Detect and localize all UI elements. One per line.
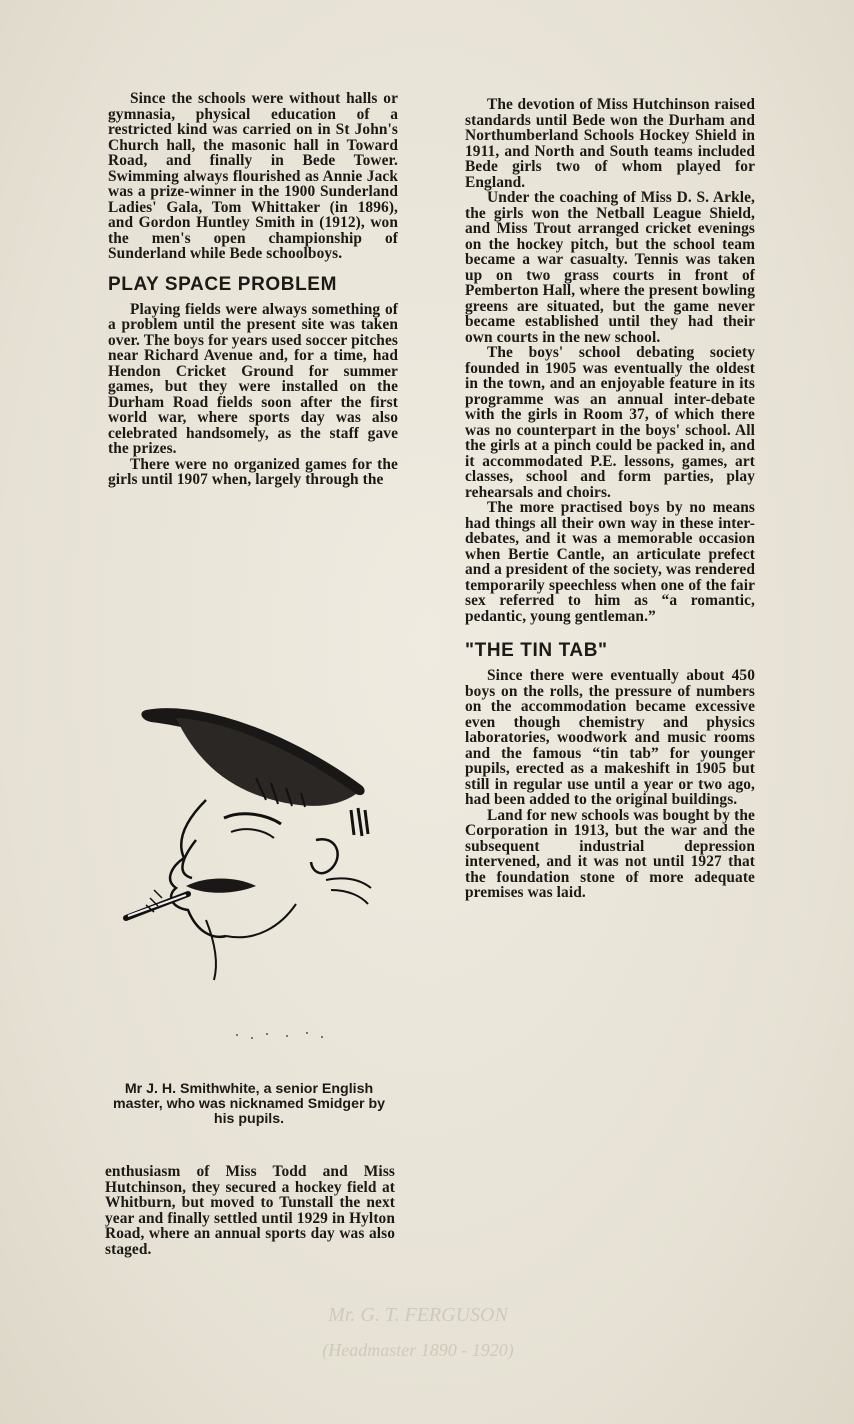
heading-tin-tab: "THE TIN TAB" [465,640,608,661]
right-column [465,97,755,901]
paragraph-hockey-field: enthusiasm of Miss Todd and Miss Hutchinson, they secured a hockey field at Whitburn, but moved to Tunstall the next year and finally settled until 1929 in Hylton Road, where an annual sports day was also staged. [105,1163,395,1258]
show-through-dates: (Headmaster 1890 - 1920) [322,1340,514,1360]
show-through-name: Mr. G. T. FERGUSON [328,1304,508,1326]
left-column [108,91,398,488]
heading-play-space-problem: PLAY SPACE PROBLEM [108,273,337,295]
paragraph-inter-debates: The more practised boys by no means had things all their own way in these inter-debates, and it was a memorable occasion when Bertie Cantle, an articulate prefect and a president of the society, was rendered temporarily speechless when one of the fair sex referred to him as “a romantic, pedantic, young gentleman.” [465,499,755,625]
paragraph-accommodation: Since there were eventually about 450 boys on the rolls, the pressure of numbers on the accommodation became excessive even though chemistry and physics laboratories, woodwork and music rooms and the famous “tin tab” for younger pupils, erected as a makeshift in 1905 but still in regular use until a year or two ago, had been added to the original buildings. [465,667,755,808]
paragraph-girls-games: There were no organized games for the girls until 1907 when, largely through the [108,455,398,488]
illustration-caption: Mr J. H. Smithwhite, a senior English master, who was nicknamed Smidger by his pupils. [112,1081,386,1127]
paragraph-debating-society: The boys' school debating society founded in 1905 was eventually the oldest in the town, and an enjoyable feature in its programme was an annual inter-debate with the girls in Room 37, of which there was no counterpart in the boys' school. All the girls at a pinch could be packed in, and it accommodated P.E. lessons, games, art classes, school and form parties, play rehearsals and choirs. [465,344,755,501]
paragraph-hockey-shield: The devotion of Miss Hutchinson raised standards until Bede won the Durham and Northumberland Schools Hockey Shield in 1911, and North and South teams included Bede girls two of whom played for England. [465,96,755,191]
left-column-continuation [105,1164,395,1257]
paragraph-netball: Under the coaching of Miss D. S. Arkle, the girls won the Netball League Shield, and Miss Trout arranged cricket evenings on the hockey pitch, but the school team became a war casualty. Tennis was taken up on two grass courts in front of Pemberton Hall, where the present bowling greens are situated, but the game never became established until they had their own courts in the new school. [465,189,755,346]
paragraph-physical-education: Since the schools were without halls or gymnasia, physical education of a restricted kind was carried on in St John's Church hall, the masonic hall in Toward Road, and finally in Bede Tower. Swimming always flourished as Annie Jack was a prize-winner in the 1900 Sunderland Ladies' Gala, Tom Whittaker (in 1896), and Gordon Huntley Smith in (1912), won the men's open championship of Sunderland while Bede schoolboys. [108,90,398,262]
smithwhite-caricature [106,690,406,1070]
paragraph-playing-fields: Playing fields were always something of a problem until the present site was taken over. The boys for years used soccer pitches near Richard Avenue and, for a time, had Hendon Cricket Ground for summer games, but they were installed on the Durham Road fields soon after the first world war, where sports day was also celebrated handsomely, as the staff gave the prizes. [108,300,398,457]
paragraph-new-schools: Land for new schools was bought by the Corporation in 1913, but the war and the subsequent industrial depression intervened, and it was not until 1927 that the foundation stone of more adequate premises was laid. [465,806,755,901]
